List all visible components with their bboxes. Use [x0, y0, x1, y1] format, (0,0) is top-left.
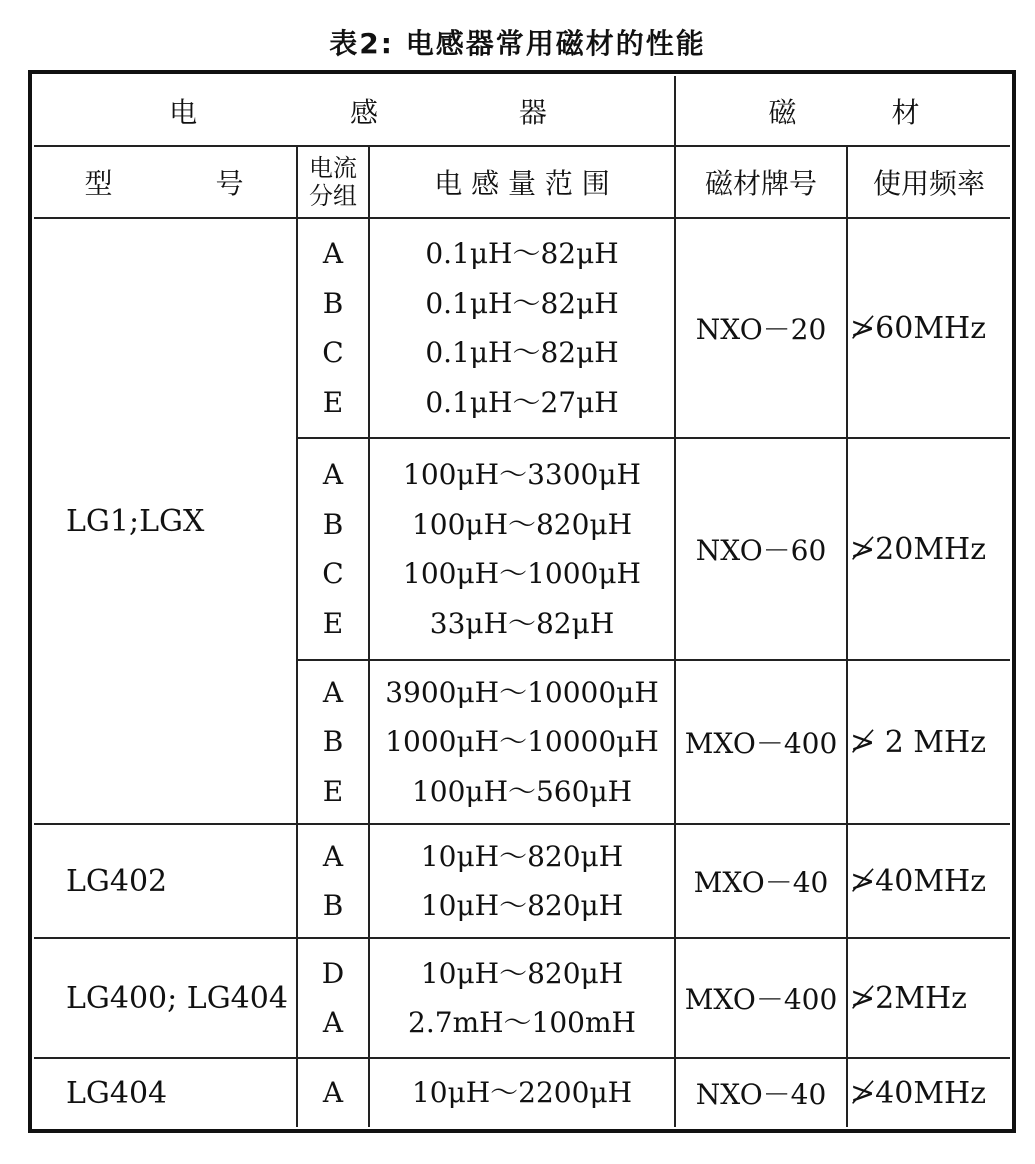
table-row	[34, 1058, 1010, 1127]
range-cell: 10μH～2200μH	[369, 1058, 675, 1127]
inductor-material-table	[34, 76, 1010, 1127]
range-cell: 0.1μH～82μH 0.1μH～82μH 0.1μH～82μH 0.1μH～27μH	[369, 218, 675, 438]
range-cell: 3900μH～10000μH 1000μH～10000μH 100μH～560μH	[369, 660, 675, 824]
header-row-columns	[34, 146, 1010, 218]
group-cell: D A	[297, 938, 369, 1058]
model-cell: LG400; LG404	[34, 938, 297, 1058]
header-model: 型 号	[34, 146, 297, 218]
range-cell: 10μH～820μH 2.7mH～100mH	[369, 938, 675, 1058]
frequency-cell: ≯ 2 MHz	[847, 660, 1010, 824]
table-row	[34, 824, 1010, 938]
range-cell: 10μH～820μH 10μH～820μH	[369, 824, 675, 938]
frequency-cell: ≯40MHz	[847, 824, 1010, 938]
frequency-cell: ≯40MHz	[847, 1058, 1010, 1127]
material-cell: NXO－40	[675, 1058, 847, 1127]
table-row	[34, 218, 1010, 438]
range-cell: 100μH～3300μH 100μH～820μH 100μH～1000μH 33μH～82μH	[369, 438, 675, 660]
header-current-group: 电流 分组	[297, 146, 369, 218]
frequency-cell: ≯20MHz	[847, 438, 1010, 660]
material-cell: NXO－60	[675, 438, 847, 660]
header-material-grade: 磁材牌号	[675, 146, 847, 218]
table-row	[34, 938, 1010, 1058]
material-cell: MXO－400	[675, 660, 847, 824]
model-cell: LG1;LGX	[34, 218, 297, 824]
model-cell: LG402	[34, 824, 297, 938]
header-frequency: 使用频率	[847, 146, 1010, 218]
model-cell: LG404	[34, 1058, 297, 1127]
header-row-group	[34, 76, 1010, 146]
group-cell: A B C E	[297, 438, 369, 660]
table-caption: 表2: 电感器常用磁材的性能	[329, 27, 706, 60]
header-inductor-group: 电 感 器	[34, 76, 675, 146]
frequency-cell: ≯60MHz	[847, 218, 1010, 438]
group-cell: A	[297, 1058, 369, 1127]
group-cell: A B C E	[297, 218, 369, 438]
header-inductance-range: 电 感 量 范 围	[369, 146, 675, 218]
material-cell: MXO－400	[675, 938, 847, 1058]
frequency-cell: ≯2MHz	[847, 938, 1010, 1058]
group-cell: A B E	[297, 660, 369, 824]
header-material-group: 磁 材	[675, 76, 1010, 146]
group-cell: A B	[297, 824, 369, 938]
material-cell: NXO－20	[675, 218, 847, 438]
material-cell: MXO－40	[675, 824, 847, 938]
